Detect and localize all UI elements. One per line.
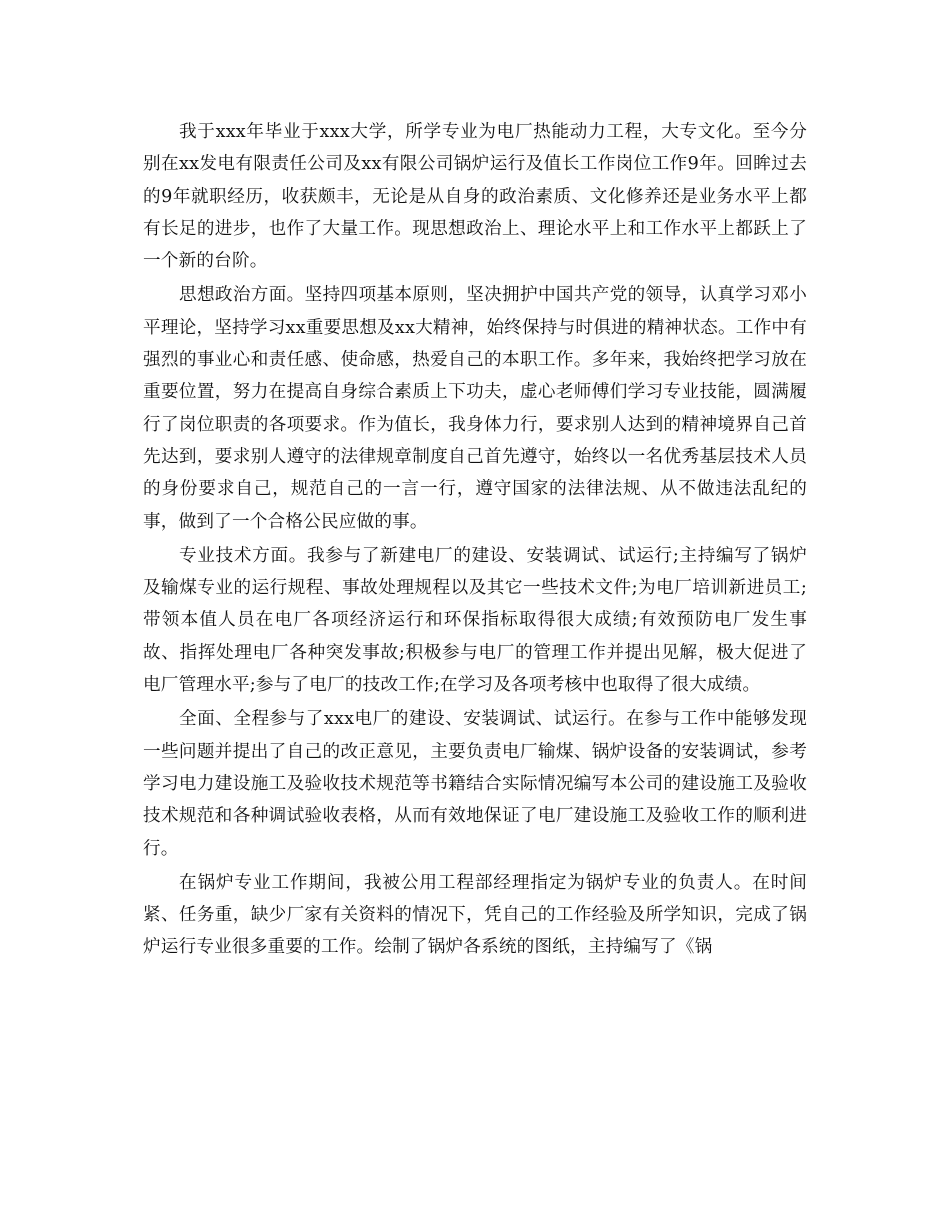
- paragraph-political: 思想政治方面。坚持四项基本原则，坚决拥护中国共产党的领导，认真学习邓小平理论，坚持学习xx重要思想及xx大精神，始终保持与时俱进的精神状态。工作中有强烈的事业心和责任感、使命感，热爱自己的本职工作。多年来，我始终把学习放在重要位置，努力在提高自身综合素质上下功夫，虚心老师傅们学习专业技能，圆满履行了岗位职责的各项要求。作为值长，我身体力行，要求别人达到的精神境界自己首先达到，要求别人遵守的法律规章制度自己首先遵守，始终以一名优秀基层技术人员的身份要求自己，规范自己的一言一行，遵守国家的法律法规、从不做违法乱纪的事，做到了一个合格公民应做的事。: [143, 285, 807, 532]
- paragraph-construction: 全面、全程参与了xxx电厂的建设、安装调试、试运行。在参与工作中能够发现一些问题并提出了自己的改正意见，主要负责电厂输煤、锅炉设备的安装调试，参考学习电力建设施工及验收技术规范等书籍结合实际情况编写本公司的建设施工及验收技术规范和各种调试验收表格，从而有效地保证了电厂建设施工及验收工作的顺利进行。: [143, 709, 807, 859]
- paragraph-technical: 专业技术方面。我参与了新建电厂的建设、安装调试、试运行;主持编写了锅炉及输煤专业的运行规程、事故处理规程以及其它一些技术文件;为电厂培训新进员工;带领本值人员在电厂各项经济运行和环保指标取得很大成绩;有效预防电厂发生事故、指挥处理电厂各种突发事故;积极参与电厂的管理工作并提出见解，极大促进了电厂管理水平;参与了电厂的技改工作;在学习及各项考核中也取得了很大成绩。: [143, 545, 807, 696]
- paragraph-boiler: 在锅炉专业工作期间，我被公用工程部经理指定为锅炉专业的负责人。在时间紧、任务重，缺少厂家有关资料的情况下，凭自己的工作经验及所学知识，完成了锅炉运行专业很多重要的工作。绘制了锅炉各系统的图纸，主持编写了《锅: [143, 872, 807, 958]
- document-body: [143, 116, 807, 966]
- paragraph-intro: 我于xxx年毕业于xxx大学，所学专业为电厂热能动力工程，大专文化。至今分别在xx发电有限责任公司及xx有限公司锅炉运行及值长工作岗位工作9年。回眸过去的9年就职经历，收获颇丰，无论是从自身的政治素质、文化修养还是业务水平上都有长足的进步，也作了大量工作。现思想政治上、理论水平上和工作水平上都跃上了一个新的台阶。: [143, 122, 807, 272]
